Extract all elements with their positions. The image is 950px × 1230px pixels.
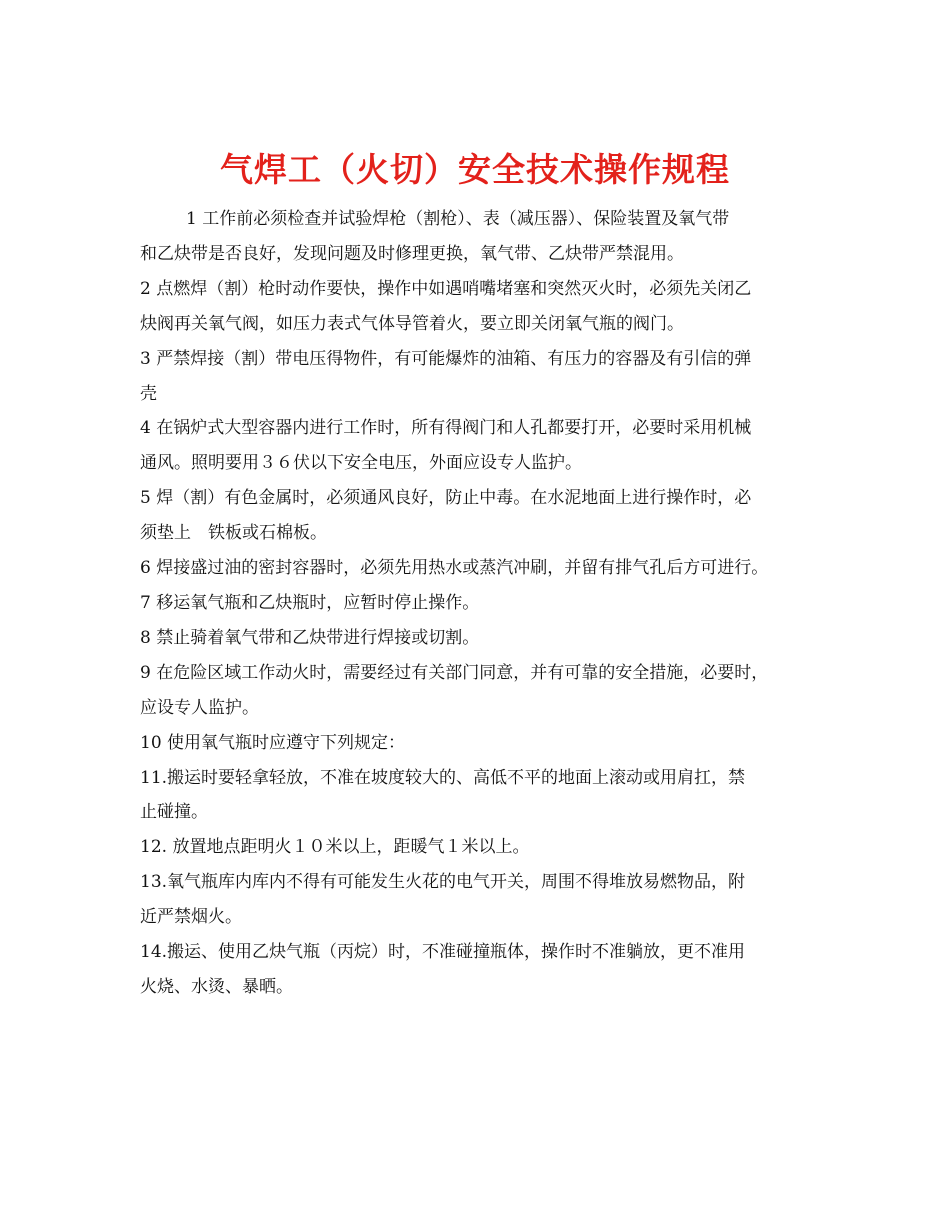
text-line: 6 焊接盛过油的密封容器时，必须先用热水或蒸汽冲刷，并留有排气孔后方可进行。 — [140, 558, 769, 579]
text-line: 和乙炔带是否良好，发现问题及时修理更换，氧气带、乙炔带严禁混用。 — [140, 243, 684, 264]
text-line: 通风。照明要用３６伏以下安全电压，外面应设专人监护。 — [140, 453, 582, 474]
text-line: 14.搬运、使用乙炔气瓶（丙烷）时，不准碰撞瓶体，操作时不准躺放，更不准用 — [140, 942, 746, 963]
text-line: 1 工作前必须检查并试验焊枪（割枪）、表（减压器）、保险装置及氧气带 — [186, 209, 730, 229]
text-line: 7 移运氧气瓶和乙炔瓶时，应暂时停止操作。 — [140, 592, 480, 613]
text-line: 壳 — [140, 383, 157, 404]
text-line: 炔阀再关氧气阀，如压力表式气体导管着火，要立即关闭氧气瓶的阀门。 — [140, 313, 684, 334]
text-line: 13.氧气瓶库内库内不得有可能发生火花的电气开关，周围不得堆放易燃物品，附 — [140, 872, 746, 893]
text-line: 11.搬运时要轻拿轻放，不准在坡度较大的、高低不平的地面上滚动或用肩扛，禁 — [140, 767, 746, 788]
text-line: 4 在锅炉式大型容器内进行工作时，所有得阀门和人孔都要打开，必要时采用机械 — [140, 418, 752, 439]
text-line: 8 禁止骑着氧气带和乙炔带进行焊接或切割。 — [140, 627, 480, 648]
text-line: 3 严禁焊接（割）带电压得物件，有可能爆炸的油箱、有压力的容器及有引信的弹 — [140, 348, 752, 369]
document-title: 气焊工（火切）安全技术操作规程 — [220, 150, 730, 190]
text-line: 应设专人监护。 — [140, 697, 259, 718]
text-line: 须垫上 铁板或石棉板。 — [140, 523, 327, 544]
text-line: 止碰撞。 — [140, 802, 208, 823]
text-line: 12. 放置地点距明火１０米以上，距暖气１米以上。 — [140, 837, 530, 858]
text-line: 近严禁烟火。 — [140, 907, 242, 928]
text-line: 10 使用氧气瓶时应遵守下列规定： — [140, 732, 406, 753]
text-line: 9 在危险区域工作动火时，需要经过有关部门同意，并有可靠的安全措施，必要时， — [140, 662, 769, 683]
text-line: 2 点燃焊（割）枪时动作要快，操作中如遇哨嘴堵塞和突然灭火时，必须先关闭乙 — [140, 278, 752, 299]
text-line: 5 焊（割）有色金属时，必须通风良好，防止中毒。在水泥地面上进行操作时，必 — [140, 488, 752, 509]
text-line: 火烧、水烫、暴晒。 — [140, 976, 293, 997]
document-body — [140, 202, 826, 1005]
